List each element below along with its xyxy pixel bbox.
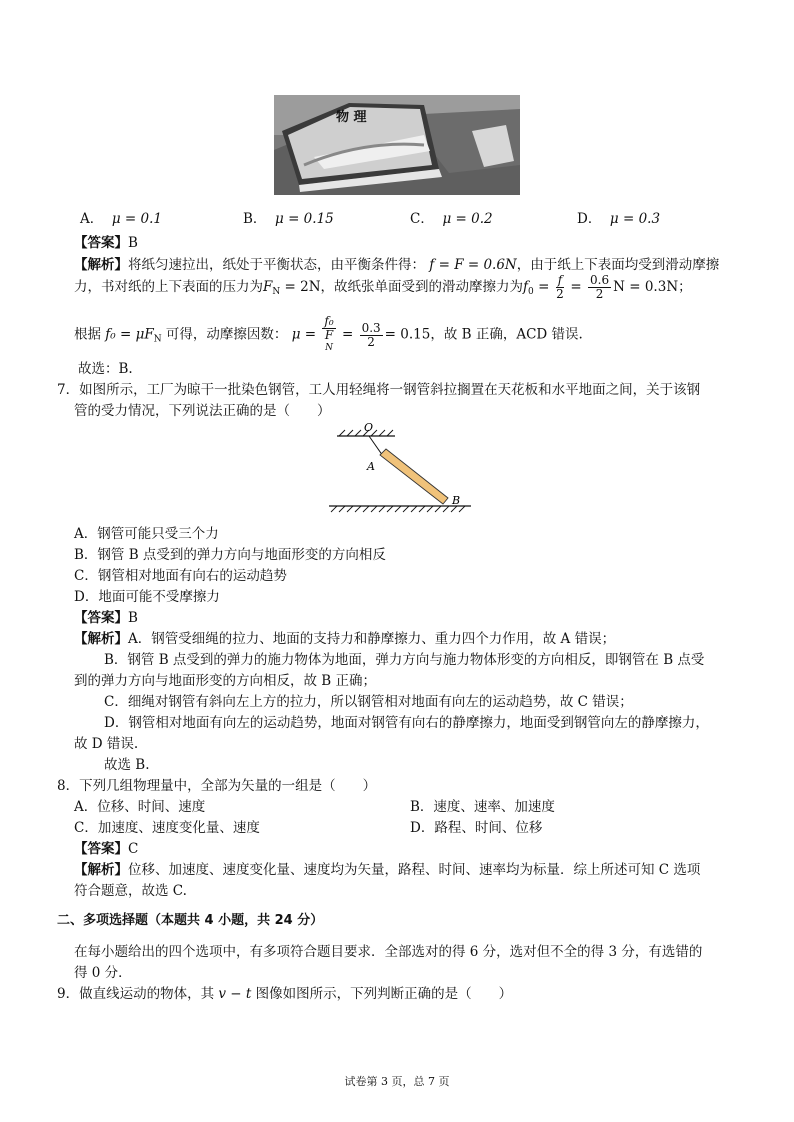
q6-option-a: A． μ = 0.1 <box>80 211 162 227</box>
q7-answer: 【答案】B <box>74 610 138 626</box>
book-title-text: 物 理 <box>336 110 367 125</box>
q6-option-c: C． μ = 0.2 <box>410 211 493 227</box>
q7-diagram <box>325 418 475 514</box>
q7-analysis-d1: D．钢管相对地面有向左的运动趋势，地面对钢管有向右的静摩擦力，地面受到钢管向左的静摩擦力， <box>104 715 709 731</box>
q7-option-a: A．钢管可能只受三个力 <box>74 526 219 542</box>
page-footer: 试卷第 3 页，总 7 页 <box>344 1075 450 1088</box>
q6-analysis-line3: 根据 $f_0 = \mu F_N$ 可得，动摩擦因数： μ = f₀ F N = $\frac{0.3}{2}$ = 0.15，故 B 正确，ACD 错误. <box>74 314 583 353</box>
section-2-title: 二、多项选择题（本题共 4 小题，共 24 分） <box>57 913 324 928</box>
q6-answer: 【答案】B <box>74 235 138 251</box>
book-photo-graphic <box>274 95 520 195</box>
steel-pipe <box>380 449 448 504</box>
q8-option-b: B．速度、速率、加速度 <box>410 799 555 815</box>
label-a: A <box>367 460 375 473</box>
q8-option-a: A．位移、时间、速度 <box>74 799 206 815</box>
fraction-f-over-2: $\frac{f}{2}$ <box>556 273 564 301</box>
q7-analysis-b1: B．钢管 B 点受到的弹力的施力物体为地面，弹力方向与施力物体形变的方向相反，即钢管在 B 点受 <box>104 652 705 668</box>
q7-stem-line1: 7．如图所示，工厂为晾干一批染色钢管，工人用轻绳将一钢管斜拉搁置在天花板和水平地面之间，关于该钢 <box>57 382 701 398</box>
label-b: B <box>452 494 461 507</box>
q7-analysis-b2: 到的弹力方向与地面形变的方向相反，故 B 正确； <box>74 673 377 689</box>
fraction-f0-over-fn: f₀ F N <box>324 314 334 353</box>
q6-option-b: B． μ = 0.15 <box>243 211 334 227</box>
q8-analysis-line1: 【解析】位移、加速度、速度变化量、速度均为矢量，路程、时间、速率均为标量．综上所述可知 C 选项 <box>74 862 701 878</box>
q6-analysis-line1: 【解析】将纸匀速拉出，纸处于平衡状态，由平衡条件得： f = F = 0.6N，由于纸上下表面均受到滑动摩擦 <box>74 257 720 273</box>
section-2-desc-line2: 得 0 分． <box>74 965 132 981</box>
q8-stem: 8．下列几组物理量中，全部为矢量的一组是（ ） <box>57 778 377 794</box>
q8-option-c: C．加速度、速度变化量、速度 <box>74 820 260 836</box>
q6-option-d: D． μ = 0.3 <box>577 211 661 227</box>
fraction-03-over-2: $\frac{0.3}{2}$ <box>361 320 381 349</box>
q7-option-d: D．地面可能不受摩擦力 <box>74 589 220 605</box>
q7-option-b: B．钢管 B 点受到的弹力方向与地面形变的方向相反 <box>74 547 386 563</box>
fraction-06-over-2: $\frac{0.6}{2}$ <box>590 273 610 301</box>
rope <box>369 436 383 456</box>
q8-answer: 【答案】C <box>74 841 139 857</box>
q7-analysis-c: C．细绳对钢管有斜向左上方的拉力，所以钢管相对地面有向左的运动趋势，故 C 错误； <box>104 694 633 710</box>
q7-option-c: C．钢管相对地面有向右的运动趋势 <box>74 568 287 584</box>
label-o: O <box>364 421 374 434</box>
q7-conclusion: 故选 B. <box>104 757 150 773</box>
q7-analysis-d2: 故 D 错误. <box>74 736 139 752</box>
q7-stem-line2: 管的受力情况，下列说法正确的是（ ） <box>74 403 331 419</box>
q9-stem: 9．做直线运动的物体，其 v − t 图像如图所示，下列判断正确的是（ ） <box>57 986 513 1002</box>
section-2-desc-line1: 在每小题给出的四个选项中，有多项符合题目要求．全部选对的得 6 分，选对但不全的得 3 分，有选错的 <box>74 944 703 960</box>
ground-hatching <box>331 506 465 512</box>
q6-conclusion: 故选：B. <box>78 361 133 377</box>
q8-analysis-line2: 符合题意，故选 C. <box>74 883 187 899</box>
q8-option-d: D．路程、时间、位移 <box>410 820 543 836</box>
q6-analysis-line2: 力，书对纸的上下表面的压力为$F_N = 2N$，故纸张单面受到的滑动摩擦力为$f_0$ = $\frac{f}{2}$ = $\frac{0.6}{2}$ N = 0.3N； <box>74 273 692 301</box>
q7-analysis-a: 【解析】A．钢管受细绳的拉力、地面的支持力和静摩擦力、重力四个力作用，故 A 错误； <box>74 631 616 647</box>
book-photo <box>274 95 520 195</box>
